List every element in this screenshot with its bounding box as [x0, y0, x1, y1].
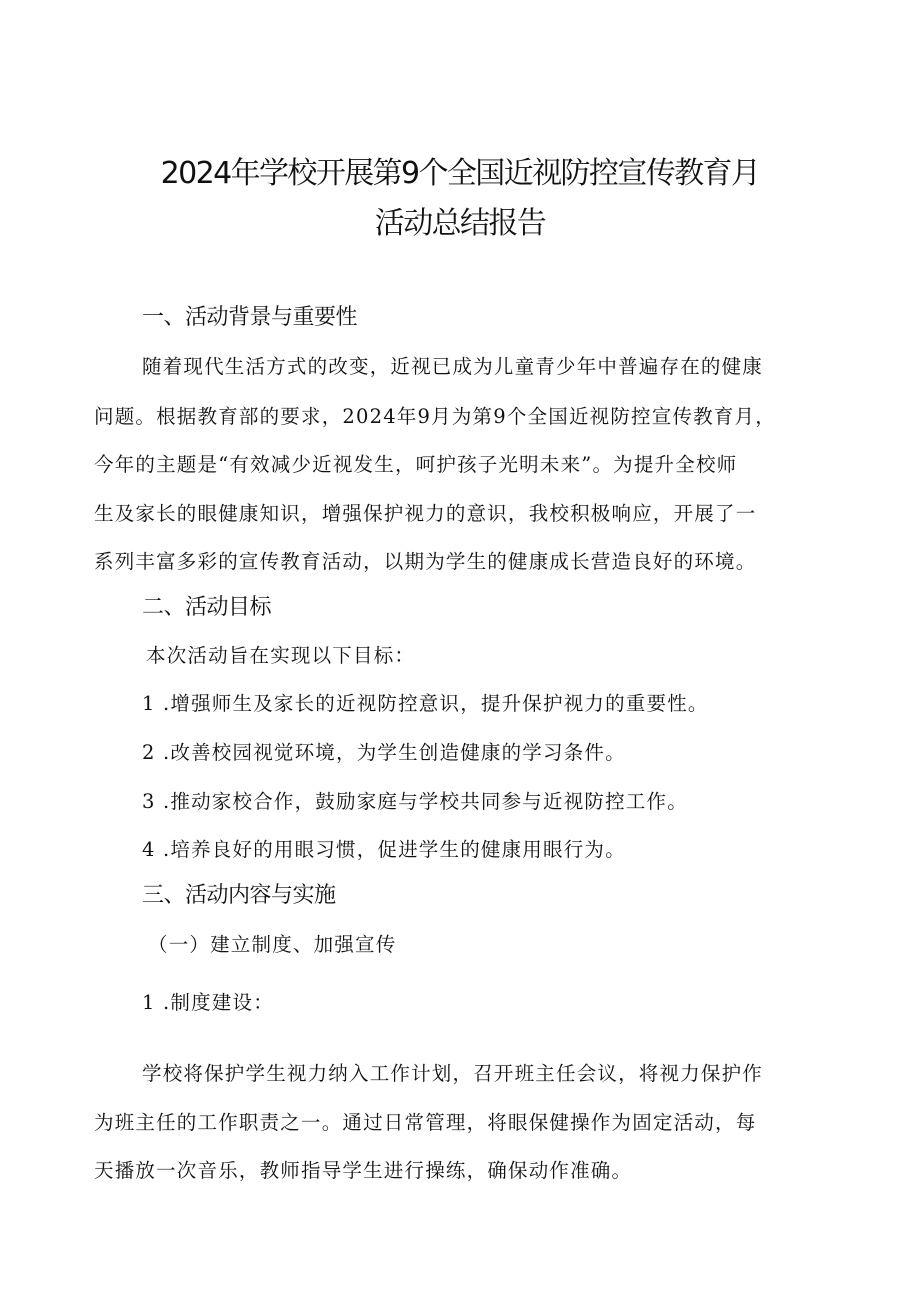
section-2-heading: 二、活动目标 [142, 595, 272, 620]
section-1-heading: 一、活动背景与重要性 [142, 305, 358, 330]
document-title-line-2: 活动总结报告 [374, 206, 546, 241]
section-3-heading: 三、活动内容与实施 [142, 883, 336, 908]
section-1-paragraph-line: 问题。根据教育部的要求，2024年9月为第9个全国近视防控宣传教育月， [94, 405, 776, 428]
section-1-paragraph-line: 今年的主题是“有效减少近视发生，呵护孩子光明未来”。为提升全校师 [94, 453, 738, 476]
section-3-paragraph-line: 天播放一次音乐，教师指导学生进行操练，确保动作准确。 [94, 1159, 633, 1182]
section-3-paragraph-line: 为班主任的工作职责之一。通过日常管理，将眼保健操作为固定活动，每 [94, 1111, 757, 1134]
item-heading: 1 .制度建设： [142, 991, 274, 1014]
section-3-paragraph-line: 学校将保护学生视力纳入工作计划，召开班主任会议，将视力保护作 [142, 1062, 764, 1085]
section-1-paragraph-line: 随着现代生活方式的改变，近视已成为儿童青少年中普遍存在的健康 [142, 355, 764, 378]
goal-item: 3 .推动家校合作，鼓励家庭与学校共同参与近视防控工作。 [142, 790, 688, 813]
goal-item: 2 .改善校园视觉环境，为学生创造健康的学习条件。 [142, 741, 626, 764]
goal-item: 1 .增强师生及家长的近视防控意识，提升保护视力的重要性。 [142, 692, 709, 715]
goal-item: 4 .培养良好的用眼习惯，促进学生的健康用眼行为。 [142, 838, 626, 861]
section-1-paragraph-line: 系列丰富多彩的宣传教育活动，以期为学生的健康成长营造良好的环境。 [94, 550, 757, 573]
subsection-heading: （一）建立制度、加强宣传 [148, 933, 397, 956]
section-2-intro: 本次活动旨在实现以下目标： [146, 644, 416, 667]
section-1-paragraph-line: 生及家长的眼健康知识，增强保护视力的意识，我校积极响应，开展了一 [94, 502, 757, 525]
document-title-line-1: 2024年学校开展第9个全国近视防控宣传教育月 [160, 156, 760, 191]
